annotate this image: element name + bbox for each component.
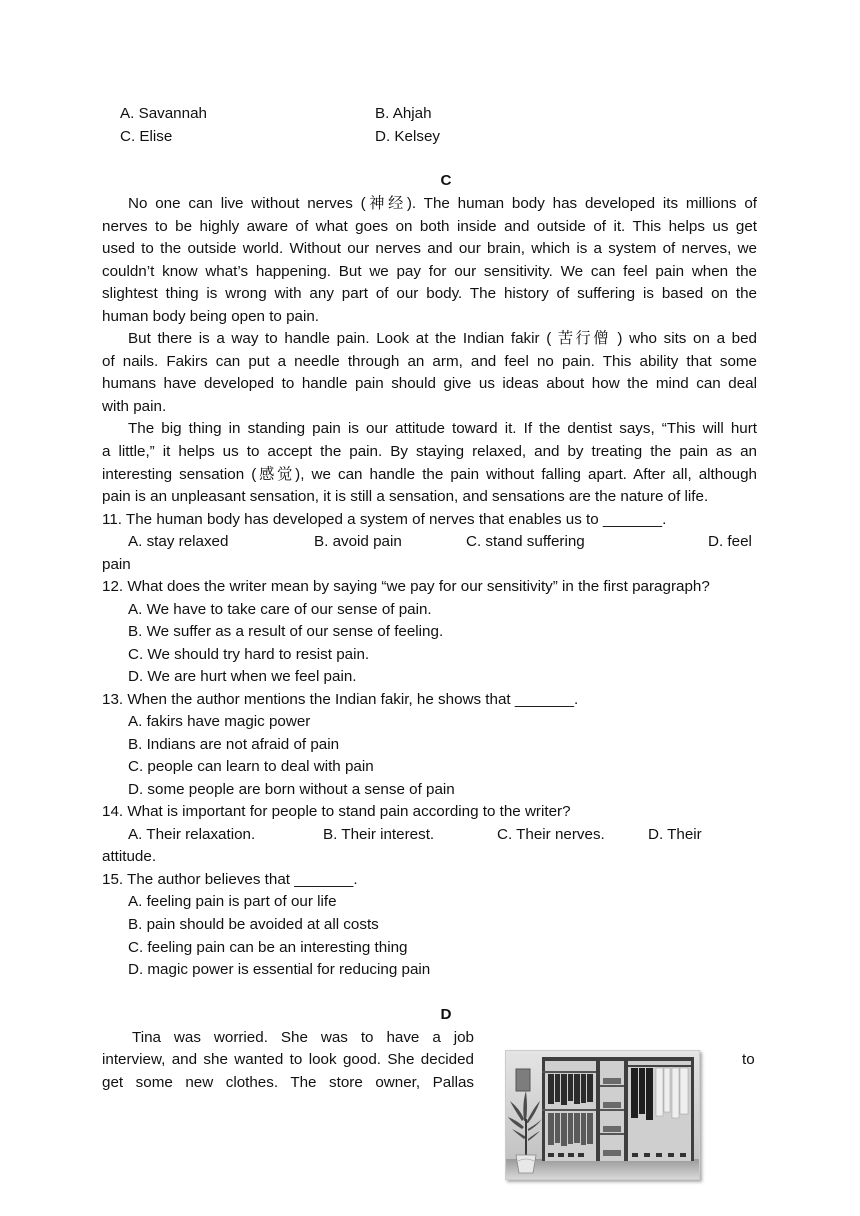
q13-option-b: B. Indians are not afraid of pain bbox=[128, 736, 340, 753]
q12-option-a: A. We have to take care of our sense of pain. bbox=[128, 601, 432, 618]
q11-option-b: B. avoid pain bbox=[314, 533, 402, 550]
q14-option-d-cont: attitude. bbox=[102, 848, 157, 865]
section-d-heading: D bbox=[440, 1006, 452, 1023]
q11-option-a: A. stay relaxed bbox=[128, 533, 229, 550]
q15-option-d: D. magic power is essential for reducing pain bbox=[128, 961, 431, 978]
prev-option-b: B. Ahjah bbox=[375, 105, 432, 122]
question-13-stem: 13. When the author mentions the Indian fakir, he shows that _______. bbox=[102, 691, 579, 708]
passage-line: humans have developed to handle pain should give us ideas about how the mind can deal bbox=[102, 375, 757, 392]
q11-option-c: C. stand suffering bbox=[466, 533, 585, 550]
passage-line: No one can live without nerves (神经). The human body has developed its millions of bbox=[128, 195, 757, 212]
q14-option-b: B. Their interest. bbox=[323, 826, 435, 843]
prev-option-a: A. Savannah bbox=[120, 105, 207, 122]
q11-option-d-cont: pain bbox=[102, 556, 131, 573]
passage-d-line-end: to bbox=[742, 1051, 755, 1068]
q12-option-d: D. We are hurt when we feel pain. bbox=[128, 668, 357, 685]
passage-d-line: Tina was worried. She was to have a job bbox=[132, 1029, 474, 1046]
q11-option-d: D. feel bbox=[708, 533, 752, 550]
q13-option-d: D. some people are born without a sense of pain bbox=[128, 781, 455, 798]
question-11-stem: 11. The human body has developed a system of nerves that enables us to _______. bbox=[102, 511, 667, 528]
passage-line: of nails. Fakirs can put a needle through an arm, and feel no pain. This ability that some bbox=[102, 353, 757, 370]
passage-line: The big thing in standing pain is our attitude toward it. If the dentist says, “This will hurt bbox=[128, 420, 757, 437]
q12-option-c: C. We should try hard to resist pain. bbox=[128, 646, 370, 663]
passage-line: slightest thing is wrong with any part of our body. The history of suffering is based on the bbox=[102, 285, 757, 302]
q14-option-d: D. Their bbox=[648, 826, 702, 843]
passage-line: But there is a way to handle pain. Look at the Indian fakir ( 苦行僧 ) who sits on a bed bbox=[128, 330, 757, 347]
q12-option-b: B. We suffer as a result of our sense of feeling. bbox=[128, 623, 444, 640]
passage-d-line: interview, and she wanted to look good. She decided bbox=[102, 1051, 474, 1068]
clothes-store-photo bbox=[505, 1050, 700, 1180]
passage-line: interesting sensation (感觉), we can handle the pain without falling apart. After all, although bbox=[102, 466, 757, 483]
question-15-stem: 15. The author believes that _______. bbox=[102, 871, 358, 888]
section-c-heading: C bbox=[440, 172, 452, 189]
q13-option-a: A. fakirs have magic power bbox=[128, 713, 311, 730]
q15-option-b: B. pain should be avoided at all costs bbox=[128, 916, 379, 933]
prev-option-d: D. Kelsey bbox=[375, 128, 440, 145]
q15-option-c: C. feeling pain can be an interesting thing bbox=[128, 939, 408, 956]
q14-option-a: A. Their relaxation. bbox=[128, 826, 256, 843]
q13-option-c: C. people can learn to deal with pain bbox=[128, 758, 374, 775]
passage-line: couldn’t know what’s happening. But we pay for our sensitivity. We can feel pain when the bbox=[102, 263, 757, 280]
passage-line: human body being open to pain. bbox=[102, 308, 320, 325]
passage-line: nerves to be highly aware of what goes on both inside and outside of it. This helps us get bbox=[102, 218, 757, 235]
passage-line: used to the outside world. Without our nerves and our brain, which is a system of nerves, we bbox=[102, 240, 757, 257]
passage-line: a little,” it helps us to accept the pain. By staying relaxed, and by treating the pain as an bbox=[102, 443, 757, 460]
q14-option-c: C. Their nerves. bbox=[497, 826, 605, 843]
passage-line: pain is an unpleasant sensation, it is still a sensation, and sensations are the nature of life. bbox=[102, 488, 709, 505]
question-12-stem: 12. What does the writer mean by saying “we pay for our sensitivity” in the first paragraph? bbox=[102, 578, 710, 595]
q15-option-a: A. feeling pain is part of our life bbox=[128, 893, 337, 910]
passage-d-line: get some new clothes. The store owner, Pallas bbox=[102, 1074, 474, 1091]
question-14-stem: 14. What is important for people to stand pain according to the writer? bbox=[102, 803, 571, 820]
passage-line: with pain. bbox=[102, 398, 167, 415]
prev-option-c: C. Elise bbox=[120, 128, 173, 145]
